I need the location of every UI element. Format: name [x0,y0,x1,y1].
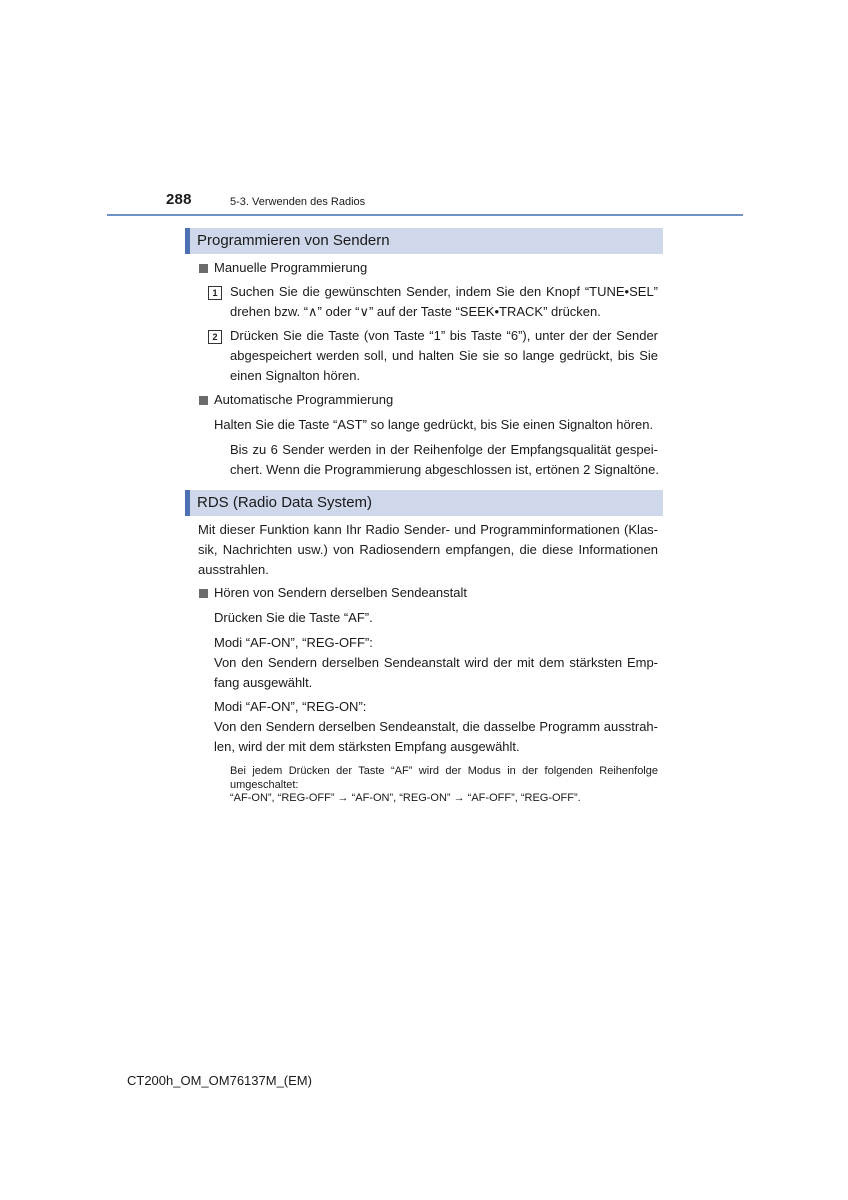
subheading-listening: Hören von Sendern derselben Sendeanstalt [214,585,467,600]
running-head: 5-3. Verwenden des Radios [230,196,366,208]
step1-line2: drehen bzw. “∧” oder “∨” auf der Taste “SEEK•TRACK” drücken. [230,304,601,319]
square-bullet-icon [199,396,208,405]
af-note-line2: umgeschaltet: [230,779,299,791]
af-press: Drücken Sie die Taste “AF”. [214,610,373,625]
mode1-line1: Von den Sendern derselben Sendeanstalt wird der mit dem stärksten Emp- [214,655,658,670]
step-number-badge: 1 [208,286,222,300]
header-rule [107,214,743,216]
auto-body: Halten Sie die Taste “AST” so lange gedrückt, bis Sie einen Signalton hören. [214,417,654,432]
mode1-title: Modi “AF-ON”, “REG-OFF”: [214,635,373,650]
section-title: RDS (Radio Data System) [197,494,373,511]
subheading-auto: Automatische Programmierung [214,392,394,407]
footer-code: CT200h_OM_OM76137M_(EM) [127,1073,312,1088]
af-note-line3: “AF-ON”, “REG-OFF” → “AF-ON”, “REG-ON” → “AF-OFF”, “REG-OFF”. [230,792,581,804]
section-bar-accent [185,228,190,254]
rds-intro-line1: Mit dieser Funktion kann Ihr Radio Sender- und Programminformationen (Klas- [198,522,658,537]
auto-note-line2: chert. Wenn die Programmierung abgeschlossen ist, ertönen 2 Signaltöne. [230,462,660,477]
mode1-line2: fang ausgewählt. [214,675,313,690]
square-bullet-icon [199,589,208,598]
step2-line1: Drücken Sie die Taste (von Taste “1” bis Taste “6”), unter der der Sender [230,328,658,343]
af-note-line1: Bei jedem Drücken der Taste “AF” wird der Modus in der folgenden Reihenfolge [230,765,658,777]
mode2-line2: len, wird der mit dem stärksten Empfang ausgewählt. [214,739,520,754]
section-bar-rds [185,490,663,516]
rds-intro-line2: sik, Nachrichten usw.) von Radiosendern empfangen, die diese Informationen [198,542,658,557]
section-title: Programmieren von Sendern [197,232,390,249]
rds-intro-line3: ausstrahlen. [198,562,269,577]
auto-note-line1: Bis zu 6 Sender werden in der Reihenfolge der Empfangsqualität gespei- [230,442,658,457]
mode2-line1: Von den Sendern derselben Sendeanstalt, die dasselbe Programm ausstrah- [214,719,658,734]
square-bullet-icon [199,264,208,273]
mode2-title: Modi “AF-ON”, “REG-ON”: [214,699,367,714]
subheading-manual: Manuelle Programmierung [214,260,368,275]
section-bar-accent [185,490,190,516]
step2-line3: einen Signalton hören. [230,368,361,383]
page-number: 288 [166,191,192,208]
step2-line2: abgespeichert werden soll, und halten Sie sie so lange gedrückt, bis Sie [230,348,658,363]
step1-line1: Suchen Sie die gewünschten Sender, indem Sie den Knopf “TUNE•SEL” [230,284,658,299]
section-bar-programming [185,228,663,254]
step-number-badge: 2 [208,330,222,344]
